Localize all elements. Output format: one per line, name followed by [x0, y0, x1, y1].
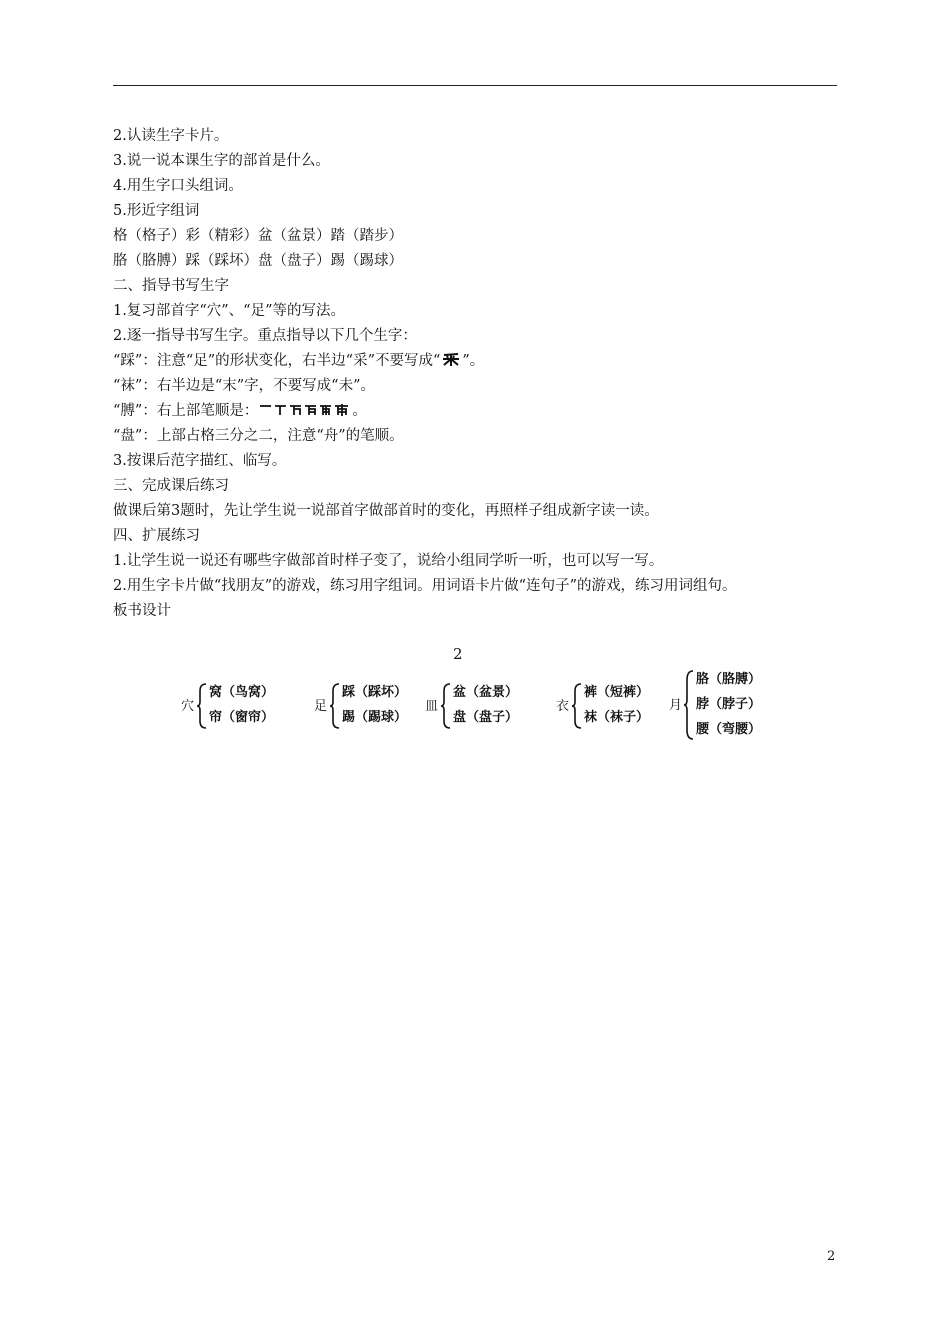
brace-icon [197, 683, 207, 729]
section-heading: 板书设计 [113, 603, 171, 619]
text-line: 5.形近字组词 [113, 203, 200, 219]
board-item: 踩（踩坏） [342, 685, 408, 700]
board-item: 盘（盘子） [453, 710, 519, 725]
note-wa: “袜”：右半边是“末”字，不要写成“未”。 [113, 378, 375, 394]
board-item: 腰（弯腰） [696, 722, 762, 737]
board-item: 盆（盆景） [453, 685, 519, 700]
brace-icon [684, 670, 694, 740]
board-radical: 足 [314, 699, 328, 714]
board-group-zu [314, 680, 434, 740]
brace-icon [572, 683, 582, 729]
board-item: 窝（鸟窝） [209, 685, 275, 700]
text-line: 1.让学生说一说还有哪些字做部首时样子变了，说给小组同学听一听，也可以写一写。 [113, 553, 664, 569]
board-design [173, 645, 773, 755]
board-item: 袜（袜子） [584, 710, 650, 725]
text-line: 胳（胳膊）踩（踩坏）盘（盘子）踢（踢球） [113, 253, 403, 269]
section-heading: 三、完成课后练习 [113, 478, 229, 494]
note-bo-text: “膊”：右上部笔顺是： [113, 403, 259, 419]
board-group-yi [556, 680, 676, 740]
board-number: 2 [453, 645, 463, 663]
header-rule [113, 85, 837, 86]
text-line: 3.按课后范字描红、临写。 [113, 453, 287, 469]
document-body [113, 124, 853, 624]
text-line: 2.逐一指导书写生字。重点指导以下几个生字： [113, 328, 417, 344]
brace-icon [330, 683, 340, 729]
board-radical: 月 [669, 698, 683, 713]
board-item: 裤（短裤） [584, 685, 650, 700]
board-item: 胳（胳膊） [696, 672, 762, 687]
page-number: 2 [827, 1249, 836, 1264]
wrong-cai-glyph-icon [441, 352, 461, 367]
text-line: 格（格子）彩（精彩）盆（盆景）踏（踏步） [113, 228, 403, 244]
board-group-min [425, 680, 545, 740]
text-line: 2.用生字卡片做“找朋友”的游戏，练习用字组词。用词语卡片做“连句子”的游戏，练习用词组句。 [113, 578, 737, 594]
board-radical: 穴 [181, 699, 195, 714]
text-line: 4.用生字口头组词。 [113, 178, 243, 194]
note-cai-end: ”。 [462, 353, 485, 369]
board-radical: 衣 [556, 699, 570, 714]
board-group-xue [181, 680, 301, 740]
note-cai-text: “踩”：注意“足”的形状变化，右半边“采”不要写成“ [113, 353, 441, 369]
section-heading: 四、扩展练习 [113, 528, 200, 544]
text-line: “盘”：上部占格三分之二，注意“舟”的笔顺。 [113, 428, 404, 444]
board-group-yue [669, 667, 779, 747]
board-radical: 皿 [425, 699, 439, 714]
text-line: 1.复习部首字“穴”、“足”等的写法。 [113, 303, 345, 319]
board-item: 踢（踢球） [342, 710, 408, 725]
brace-icon [441, 683, 451, 729]
note-cai [113, 349, 853, 374]
section-heading: 二、指导书写生字 [113, 278, 229, 294]
board-item: 脖（脖子） [696, 697, 762, 712]
note-bo [113, 399, 853, 424]
board-item: 帘（窗帘） [209, 710, 275, 725]
text-line: 2.认读生字卡片。 [113, 128, 229, 144]
note-bo-end: 。 [352, 403, 367, 419]
text-line: 3.说一说本课生字的部首是什么。 [113, 153, 330, 169]
stroke-order-icon [259, 402, 351, 417]
text-line: 做课后第3题时，先让学生说一说部首字做部首时的变化，再照样子组成新字读一读。 [113, 503, 659, 519]
